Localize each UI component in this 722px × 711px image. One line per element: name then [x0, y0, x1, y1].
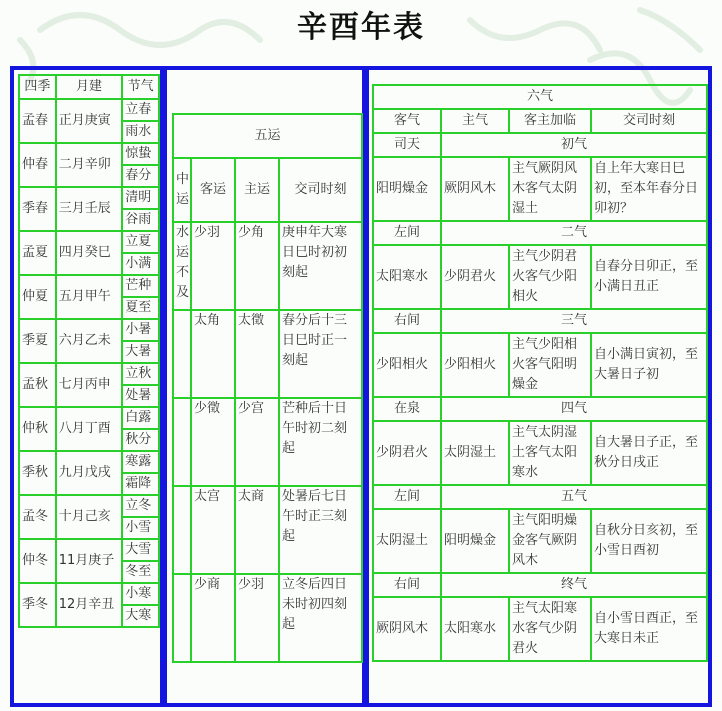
table-row [19, 451, 159, 473]
month-cell: 八月丁酉 [56, 407, 123, 451]
table-row [373, 133, 707, 157]
table-row [373, 397, 707, 421]
table-row [173, 574, 362, 662]
qi-stage-cell: 二气 [441, 221, 707, 245]
table-row [373, 221, 707, 245]
page-title: 辛酉年表 [297, 10, 425, 45]
zhu-header: 主气 [441, 109, 509, 133]
solar-term-cell: 春分 [122, 165, 159, 187]
ke-qi-cell: 阳明燥金 [373, 157, 441, 221]
season-cell: 仲春 [19, 143, 56, 187]
month-cell: 11月庚子 [56, 539, 123, 583]
solar-term-cell: 寒露 [122, 451, 159, 473]
solar-term-cell: 小寒 [122, 583, 159, 605]
qi-stage-cell: 终气 [441, 573, 707, 597]
ke-qi-cell: 少阳相火 [373, 333, 441, 397]
table-row [173, 398, 362, 486]
zhu-qi-cell: 太阳寒水 [441, 597, 509, 661]
wuyun-title-row [173, 114, 362, 158]
zhu-qi-cell: 阳明燥金 [441, 509, 509, 573]
season-cell: 仲冬 [19, 539, 56, 583]
zhu-qi-cell: 少阳相火 [441, 333, 509, 397]
term-header: 节气 [122, 75, 159, 99]
season-cell: 孟春 [19, 99, 56, 143]
zhu-yun-cell: 少角 [235, 222, 279, 310]
table-row [173, 222, 362, 310]
liuqi-header-row [373, 109, 707, 133]
month-cell: 六月乙未 [56, 319, 123, 363]
jialin-cell: 主气太阳寒水客气少阴君火 [509, 597, 591, 661]
jialin-cell: 主气少阴君火客气少阳相火 [509, 245, 591, 309]
wuyun-table [172, 113, 363, 663]
zhongyun-empty-cell [173, 398, 191, 486]
season-cell: 仲夏 [19, 275, 56, 319]
ke-qi-cell: 太阴湿土 [373, 509, 441, 573]
table-row [19, 583, 159, 605]
season-cell: 季夏 [19, 319, 56, 363]
solar-term-cell: 处暑 [122, 385, 159, 407]
solar-term-cell: 小暑 [122, 319, 159, 341]
table-row [373, 573, 707, 597]
month-cell: 九月戊戌 [56, 451, 123, 495]
table-row [19, 539, 159, 561]
table-row [373, 509, 707, 573]
solar-term-cell: 立秋 [122, 363, 159, 385]
zhu-yun-cell: 少宫 [235, 398, 279, 486]
qi-stage-cell: 四气 [441, 397, 707, 421]
table-row [173, 310, 362, 398]
ke-qi-cell: 太阳寒水 [373, 245, 441, 309]
solar-term-cell: 小满 [122, 253, 159, 275]
month-cell: 七月丙申 [56, 363, 123, 407]
time-header: 交司时刻 [591, 109, 707, 133]
jiaosi-time-cell: 自小雪日酉正，至大寒日未正 [591, 597, 707, 661]
solar-term-cell: 立春 [122, 99, 159, 121]
table-row [373, 309, 707, 333]
solar-term-cell: 雨水 [122, 121, 159, 143]
season-cell: 仲秋 [19, 407, 56, 451]
zhongyun-empty-cell [173, 574, 191, 662]
table-row [19, 407, 159, 429]
zhu-qi-cell: 厥阴风木 [441, 157, 509, 221]
table-row [373, 421, 707, 485]
ke-yun-cell: 少商 [191, 574, 235, 662]
solar-term-cell: 芒种 [122, 275, 159, 297]
time-header: 交司时刻 [279, 158, 362, 222]
zhu-qi-cell: 少阴君火 [441, 245, 509, 309]
liuqi-table [372, 84, 708, 662]
zhu-yun-cell: 太徵 [235, 310, 279, 398]
jiaosi-time-cell: 自春分日卯正，至小满日丑正 [591, 245, 707, 309]
solar-term-cell: 惊蛰 [122, 143, 159, 165]
month-cell: 十月己亥 [56, 495, 123, 539]
solar-term-cell: 大暑 [122, 341, 159, 363]
months-header-row [19, 75, 159, 99]
table-row [373, 485, 707, 509]
month-header: 月建 [56, 75, 123, 99]
table-row [19, 495, 159, 517]
season-cell: 孟冬 [19, 495, 56, 539]
table-row [173, 486, 362, 574]
jiaosi-time-cell: 处暑后七日午时正三刻起 [279, 486, 362, 574]
season-cell: 季春 [19, 187, 56, 231]
wuyun-title: 五运 [173, 114, 362, 158]
solar-term-cell: 大雪 [122, 539, 159, 561]
solar-term-cell: 大寒 [122, 605, 159, 627]
months-table [18, 74, 160, 628]
jiaosi-time-cell: 自上年大寒日巳初，至本年春分日卯初？ [591, 157, 707, 221]
solar-term-cell: 谷雨 [122, 209, 159, 231]
table-row [373, 333, 707, 397]
month-cell: 三月壬辰 [56, 187, 123, 231]
liuqi-panel [365, 66, 712, 707]
table-row [19, 143, 159, 165]
jialin-cell: 主气太阴湿土客气太阳寒水 [509, 421, 591, 485]
table-row [19, 363, 159, 385]
position-cell: 司天 [373, 133, 441, 157]
liuqi-title-row [373, 85, 707, 109]
months-panel [10, 66, 164, 707]
qi-stage-cell: 三气 [441, 309, 707, 333]
month-cell: 二月辛卯 [56, 143, 123, 187]
ke-yun-cell: 少羽 [191, 222, 235, 310]
position-cell: 左间 [373, 221, 441, 245]
zhu-yun-cell: 少羽 [235, 574, 279, 662]
jialin-cell: 主气厥阴风木客气太阴湿土 [509, 157, 591, 221]
solar-term-cell: 秋分 [122, 429, 159, 451]
ke-qi-cell: 少阴君火 [373, 421, 441, 485]
solar-term-cell: 霜降 [122, 473, 159, 495]
season-cell: 孟夏 [19, 231, 56, 275]
jialin-cell: 主气阳明燥金客气厥阴风木 [509, 509, 591, 573]
table-row [19, 231, 159, 253]
table-row [19, 99, 159, 121]
ke-yun-cell: 太角 [191, 310, 235, 398]
zhu-yun-cell: 太商 [235, 486, 279, 574]
position-cell: 右间 [373, 309, 441, 333]
solar-term-cell: 小雪 [122, 517, 159, 539]
ke-qi-cell: 厥阴风木 [373, 597, 441, 661]
ke-yun-cell: 太宫 [191, 486, 235, 574]
jiaosi-time-cell: 自秋分日亥初，至小雪日酉初 [591, 509, 707, 573]
jialin-cell: 主气少阳相火客气阳明燥金 [509, 333, 591, 397]
table-row [373, 157, 707, 221]
position-cell: 右间 [373, 573, 441, 597]
ke-header: 客运 [191, 158, 235, 222]
solar-term-cell: 夏至 [122, 297, 159, 319]
zhu-qi-cell: 太阴湿土 [441, 421, 509, 485]
zhu-header: 主运 [235, 158, 279, 222]
zhongyun-value: 水运不及 [173, 222, 191, 310]
month-cell: 五月甲午 [56, 275, 123, 319]
jiaosi-time-cell: 立冬后四日未时初四刻起 [279, 574, 362, 662]
month-cell: 12月辛丑 [56, 583, 123, 627]
table-row [19, 275, 159, 297]
solar-term-cell: 立冬 [122, 495, 159, 517]
jiaosi-time-cell: 春分后十三日巳时正一刻起 [279, 310, 362, 398]
zhongyun-empty-cell [173, 486, 191, 574]
table-row [19, 187, 159, 209]
ke-yun-cell: 少徵 [191, 398, 235, 486]
zhongyun-label: 中运 [173, 158, 191, 222]
month-cell: 四月癸巳 [56, 231, 123, 275]
qi-stage-cell: 五气 [441, 485, 707, 509]
zhongyun-empty-cell [173, 310, 191, 398]
qi-stage-cell: 初气 [441, 133, 707, 157]
table-row [373, 597, 707, 661]
solar-term-cell: 冬至 [122, 561, 159, 583]
solar-term-cell: 白露 [122, 407, 159, 429]
wuyun-header-row [173, 158, 362, 222]
month-cell: 正月庚寅 [56, 99, 123, 143]
jiaosi-time-cell: 庚申年大寒日巳时初初刻起 [279, 222, 362, 310]
position-cell: 在泉 [373, 397, 441, 421]
season-cell: 季冬 [19, 583, 56, 627]
table-row [373, 245, 707, 309]
position-cell: 左间 [373, 485, 441, 509]
season-header: 四季 [19, 75, 56, 99]
solar-term-cell: 立夏 [122, 231, 159, 253]
jialin-header: 客主加临 [509, 109, 591, 133]
wuyun-panel [163, 66, 366, 707]
jiaosi-time-cell: 芒种后十日午时初二刻起 [279, 398, 362, 486]
ke-header: 客气 [373, 109, 441, 133]
table-row [19, 319, 159, 341]
jiaosi-time-cell: 自大暑日子正，至秋分日戌正 [591, 421, 707, 485]
season-cell: 季秋 [19, 451, 56, 495]
solar-term-cell: 清明 [122, 187, 159, 209]
liuqi-title: 六气 [373, 85, 707, 109]
season-cell: 孟秋 [19, 363, 56, 407]
jiaosi-time-cell: 自小满日寅初，至大暑日子初 [591, 333, 707, 397]
